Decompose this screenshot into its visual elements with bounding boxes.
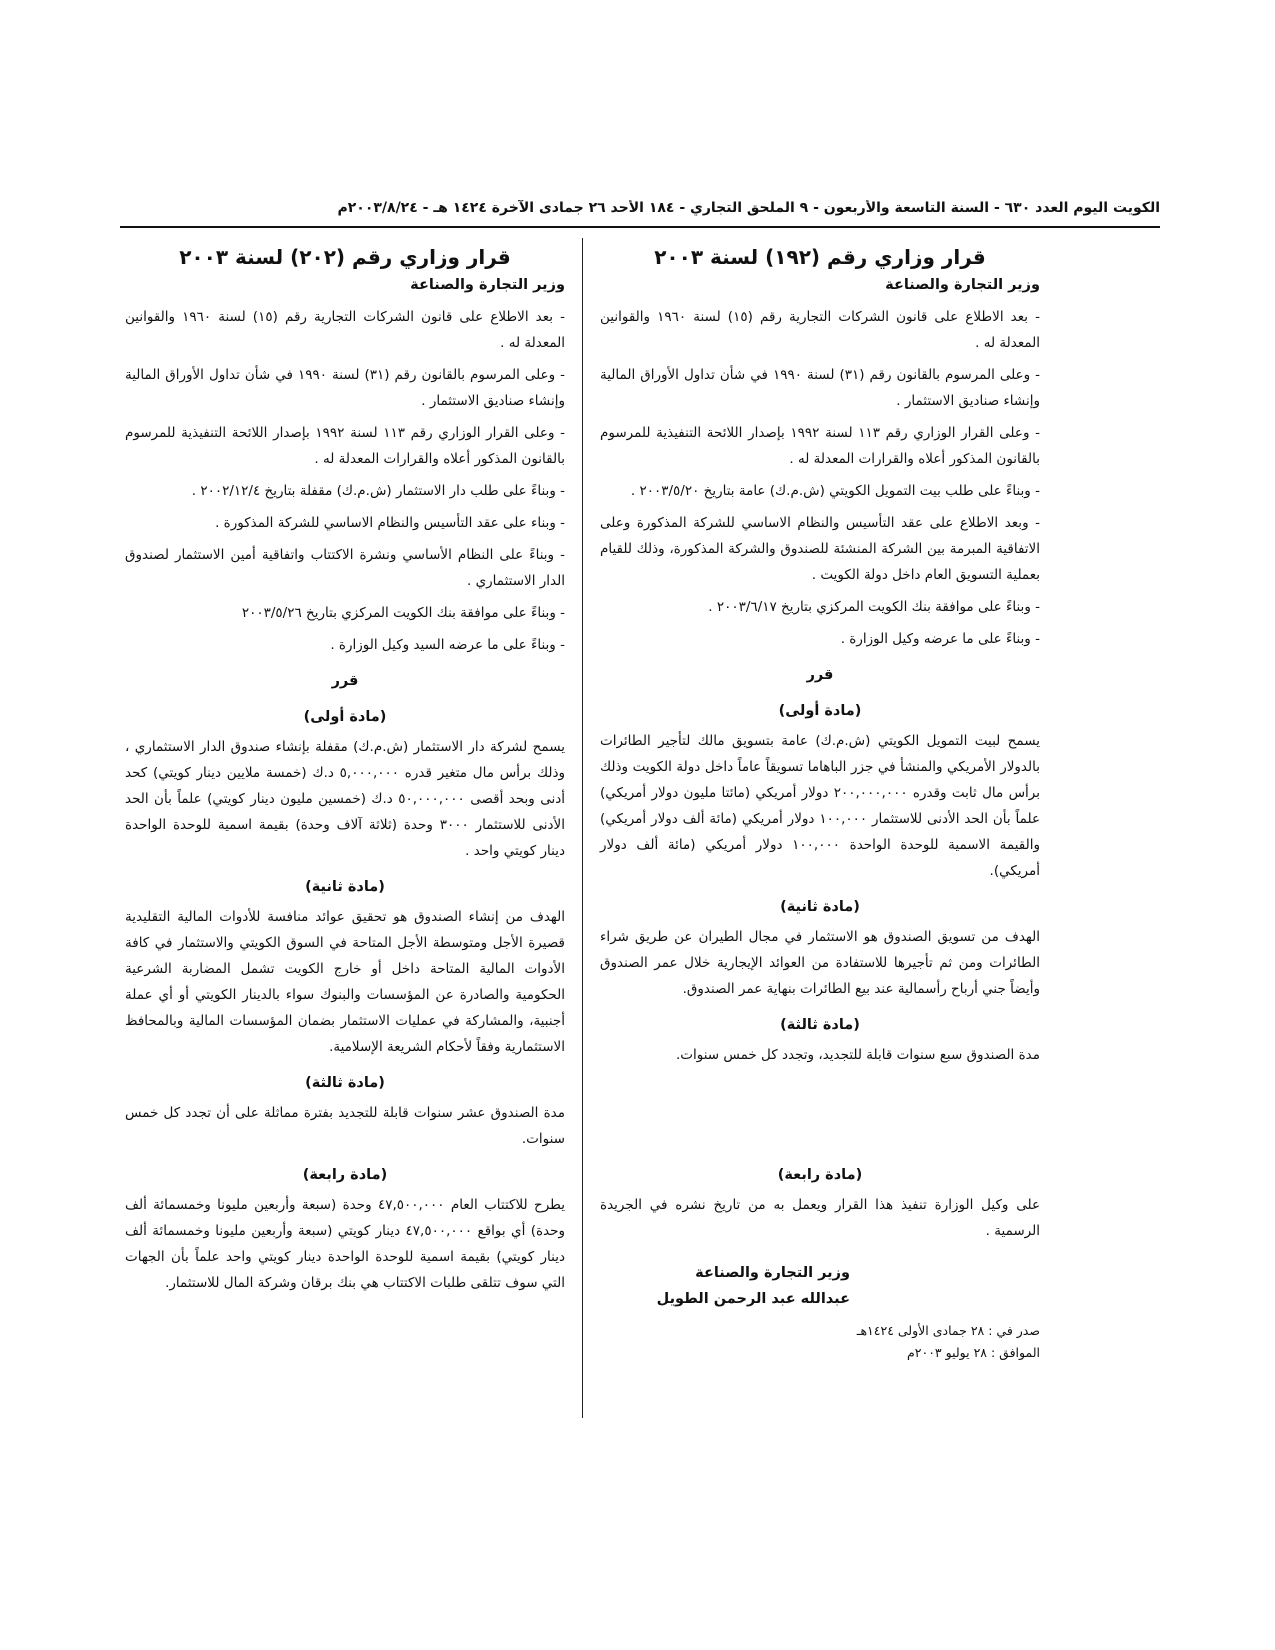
preamble-item: - وبناءً على ما عرضه السيد وكيل الوزارة . — [330, 637, 565, 653]
preamble-item: - وعلى القرار الوزاري رقم ١١٣ لسنة ١٩٩٢ بإصدار اللائحة التنفيذية للمرسوم بالقانون المذكور أعلاه والقرارات المعدلة له . — [125, 425, 565, 467]
preamble-item: - وبناء على عقد التأسيس والنظام الاساسي للشركة المذكورة . — [215, 515, 565, 531]
article-title: (مادة ثالثة) — [780, 1017, 860, 1033]
decree-title: قرار وزاري رقم (٢٠٢) لسنة ٢٠٠٣ — [179, 245, 511, 269]
article-text: مدة الصندوق عشر سنوات قابلة للتجديد بفترة مماثلة على أن تجدد كل خمس سنوات. — [125, 1105, 565, 1147]
preamble-item: - وبناءً على ما عرضه وكيل الوزارة . — [840, 631, 1040, 647]
preamble-item: - وبناءً على موافقة بنك الكويت المركزي بتاريخ ٢٠٠٣/٥/٢٦ — [241, 605, 565, 621]
article-text: يسمح لشركة دار الاستثمار (ش.م.ك) مقفلة بإنشاء صندوق الدار الاستثماري ، وذلك برأس مال متغير قدره ٥,٠٠٠,٠٠٠ د.ك (خمسة ملايين دينار كويتي) كحد أدنى وبحد أقصى ٥٠,٠٠٠,٠٠٠ د.ك (خمسين مليون دينار كويتي) علماً بأن الحد الأدنى للاستثمار ٣٠٠٠ وحدة (ثلاثة آلاف وحدة) بقيمة اسمية للوحدة الواحدة دينار كويتي واحد . — [125, 739, 565, 859]
issued-date: صدر في : ٢٨ جمادى الأولى ١٤٢٤هـ — [856, 1323, 1040, 1338]
article-text: يسمح لبيت التمويل الكويتي (ش.م.ك) عامة بتسويق مالك لتأجير الطائرات بالدولار الأمريكي والمنشأ في جزر الباهاما تسويقاً عاماً داخل دولة الكويت وذلك برأس مال ثابت وقدره ٢٠٠,٠٠٠,٠٠٠ دولار أمريكي (مائتا مليون دولار أمريكي) علماً بأن الحد الأدنى للاستثمار ١٠٠,٠٠٠ دولار أمريكي (مائة ألف دولار أمريكي) والقيمة الاسمية للوحدة الواحدة ١٠٠,٠٠٠ دولار أمريكي (مائة ألف دولار أمريكي). — [600, 733, 1041, 879]
article-text: مدة الصندوق سبع سنوات قابلة للتجديد، وتجدد كل خمس سنوات. — [675, 1047, 1040, 1063]
article-title: (مادة أولى) — [303, 709, 387, 725]
article-text: الهدف من تسويق الصندوق هو الاستثمار في مجال الطيران عن طريق شراء الطائرات ومن ثم تأجيرها للاستفادة من العوائد الإيجارية خلال عمر الصندوق وأيضاً جني أرباح رأسمالية عند بيع الطائرات بنهاية عمر الصندوق. — [600, 929, 1040, 997]
article-title: (مادة ثانية) — [780, 899, 860, 915]
decree-192 — [600, 238, 1040, 1364]
decree-202 — [125, 238, 565, 1302]
signature-name: عبدالله عبد الرحمن الطويل — [656, 1291, 850, 1307]
page-header: الكويت اليوم العدد ٦٣٠ - السنة التاسعة والأربعون - ٩ الملحق التجاري - ١٨٤ الأحد ٢٦ جمادى الآخرة ١٤٢٤ هـ - ٢٠٠٣/٨/٢٤م — [120, 200, 1160, 228]
preamble-item: - وبعد الاطلاع على عقد التأسيس والنظام الاساسي للشركة المذكورة وعلى الاتفاقية المبرمة بين الشركة المنشئة للصندوق والشركة المذكورة، وذلك للقيام بعملية التسويق العام داخل دولة الكويت . — [600, 515, 1040, 583]
decree-minister: وزير التجارة والصناعة — [410, 277, 565, 293]
article-title: (مادة ثالثة) — [305, 1075, 385, 1091]
column-divider — [582, 238, 583, 1418]
article-text: الهدف من إنشاء الصندوق هو تحقيق عوائد منافسة للأدوات المالية التقليدية قصيرة الأجل ومتوسطة الأجل المتاحة في السوق الكويتي والاستثمار في كافة الأدوات المالية المتاحة داخل أو خارج الكويت تشمل المضاربة الشرعية الحكومية والصادرة عن المؤسسات والبنوك سواء بالدينار الكويتي أو أي عملة أجنبية، والمشاركة في عمليات الاستثمار بضمان المؤسسات المالية وبالمحافظ الاستثمارية وفقاً لأحكام الشريعة الإسلامية. — [125, 909, 565, 1055]
preamble-item: - بعد الاطلاع على قانون الشركات التجارية رقم (١٥) لسنة ١٩٦٠ والقوانين المعدلة له . — [600, 309, 1040, 351]
article-title: (مادة ثانية) — [305, 879, 385, 895]
preamble-item: - وبناءً على طلب بيت التمويل الكويتي (ش.م.ك) عامة بتاريخ ٢٠٠٣/٥/٢٠ . — [630, 483, 1040, 499]
decision-heading: قرر — [806, 667, 834, 683]
article-title: (مادة أولى) — [778, 703, 862, 719]
preamble-item: - بعد الاطلاع على قانون الشركات التجارية رقم (١٥) لسنة ١٩٦٠ والقوانين المعدلة له . — [125, 309, 565, 351]
preamble-item: - وعلى المرسوم بالقانون رقم (٣١) لسنة ١٩٩٠ في شأن تداول الأوراق المالية وإنشاء صناديق الاستثمار . — [125, 367, 566, 409]
preamble-item: - وبناءً على طلب دار الاستثمار (ش.م.ك) مقفلة بتاريخ ٢٠٠٢/١٢/٤ . — [191, 483, 565, 499]
decision-heading: قرر — [331, 673, 359, 689]
preamble-item: - وعلى القرار الوزاري رقم ١١٣ لسنة ١٩٩٢ بإصدار اللائحة التنفيذية للمرسوم بالقانون المذكور أعلاه والقرارات المعدلة له . — [600, 425, 1040, 467]
preamble-item: - وبناءً على موافقة بنك الكويت المركزي بتاريخ ٢٠٠٣/٦/١٧ . — [708, 599, 1040, 615]
article-title: (مادة رابعة) — [302, 1167, 388, 1183]
article-title: (مادة رابعة) — [777, 1167, 863, 1183]
decree-minister: وزير التجارة والصناعة — [885, 277, 1040, 293]
preamble-item: - وبناءً على النظام الأساسي ونشرة الاكتتاب واتفاقية أمين الاستثمار لصندوق الدار الاستثماري . — [125, 547, 565, 589]
article-text: يطرح للاكتتاب العام ٤٧,٥٠٠,٠٠٠ وحدة (سبعة وأربعين مليونا وخمسمائة ألف وحدة) أي بواقع ٤٧,٥٠٠,٠٠٠ دينار كويتي (سبعة وأربعين مليونا وخمسمائة ألف دينار كويتي) بقيمة اسمية للوحدة الواحدة دينار كويتي واحد علماً بأن الجهات التي سوف تتلقى طلبات الاكتتاب هي بنك برقان وشركة المال للاستثمار. — [125, 1197, 565, 1291]
preamble-item: - وعلى المرسوم بالقانون رقم (٣١) لسنة ١٩٩٠ في شأن تداول الأوراق المالية وإنشاء صناديق الاستثمار . — [600, 367, 1041, 409]
signature-title: وزير التجارة والصناعة — [695, 1265, 850, 1281]
decree-title: قرار وزاري رقم (١٩٢) لسنة ٢٠٠٣ — [654, 245, 986, 269]
corresponding-date: الموافق : ٢٨ يوليو ٢٠٠٣م — [907, 1345, 1040, 1360]
article-text: على وكيل الوزارة تنفيذ هذا القرار ويعمل به من تاريخ نشره في الجريدة الرسمية . — [600, 1197, 1040, 1239]
